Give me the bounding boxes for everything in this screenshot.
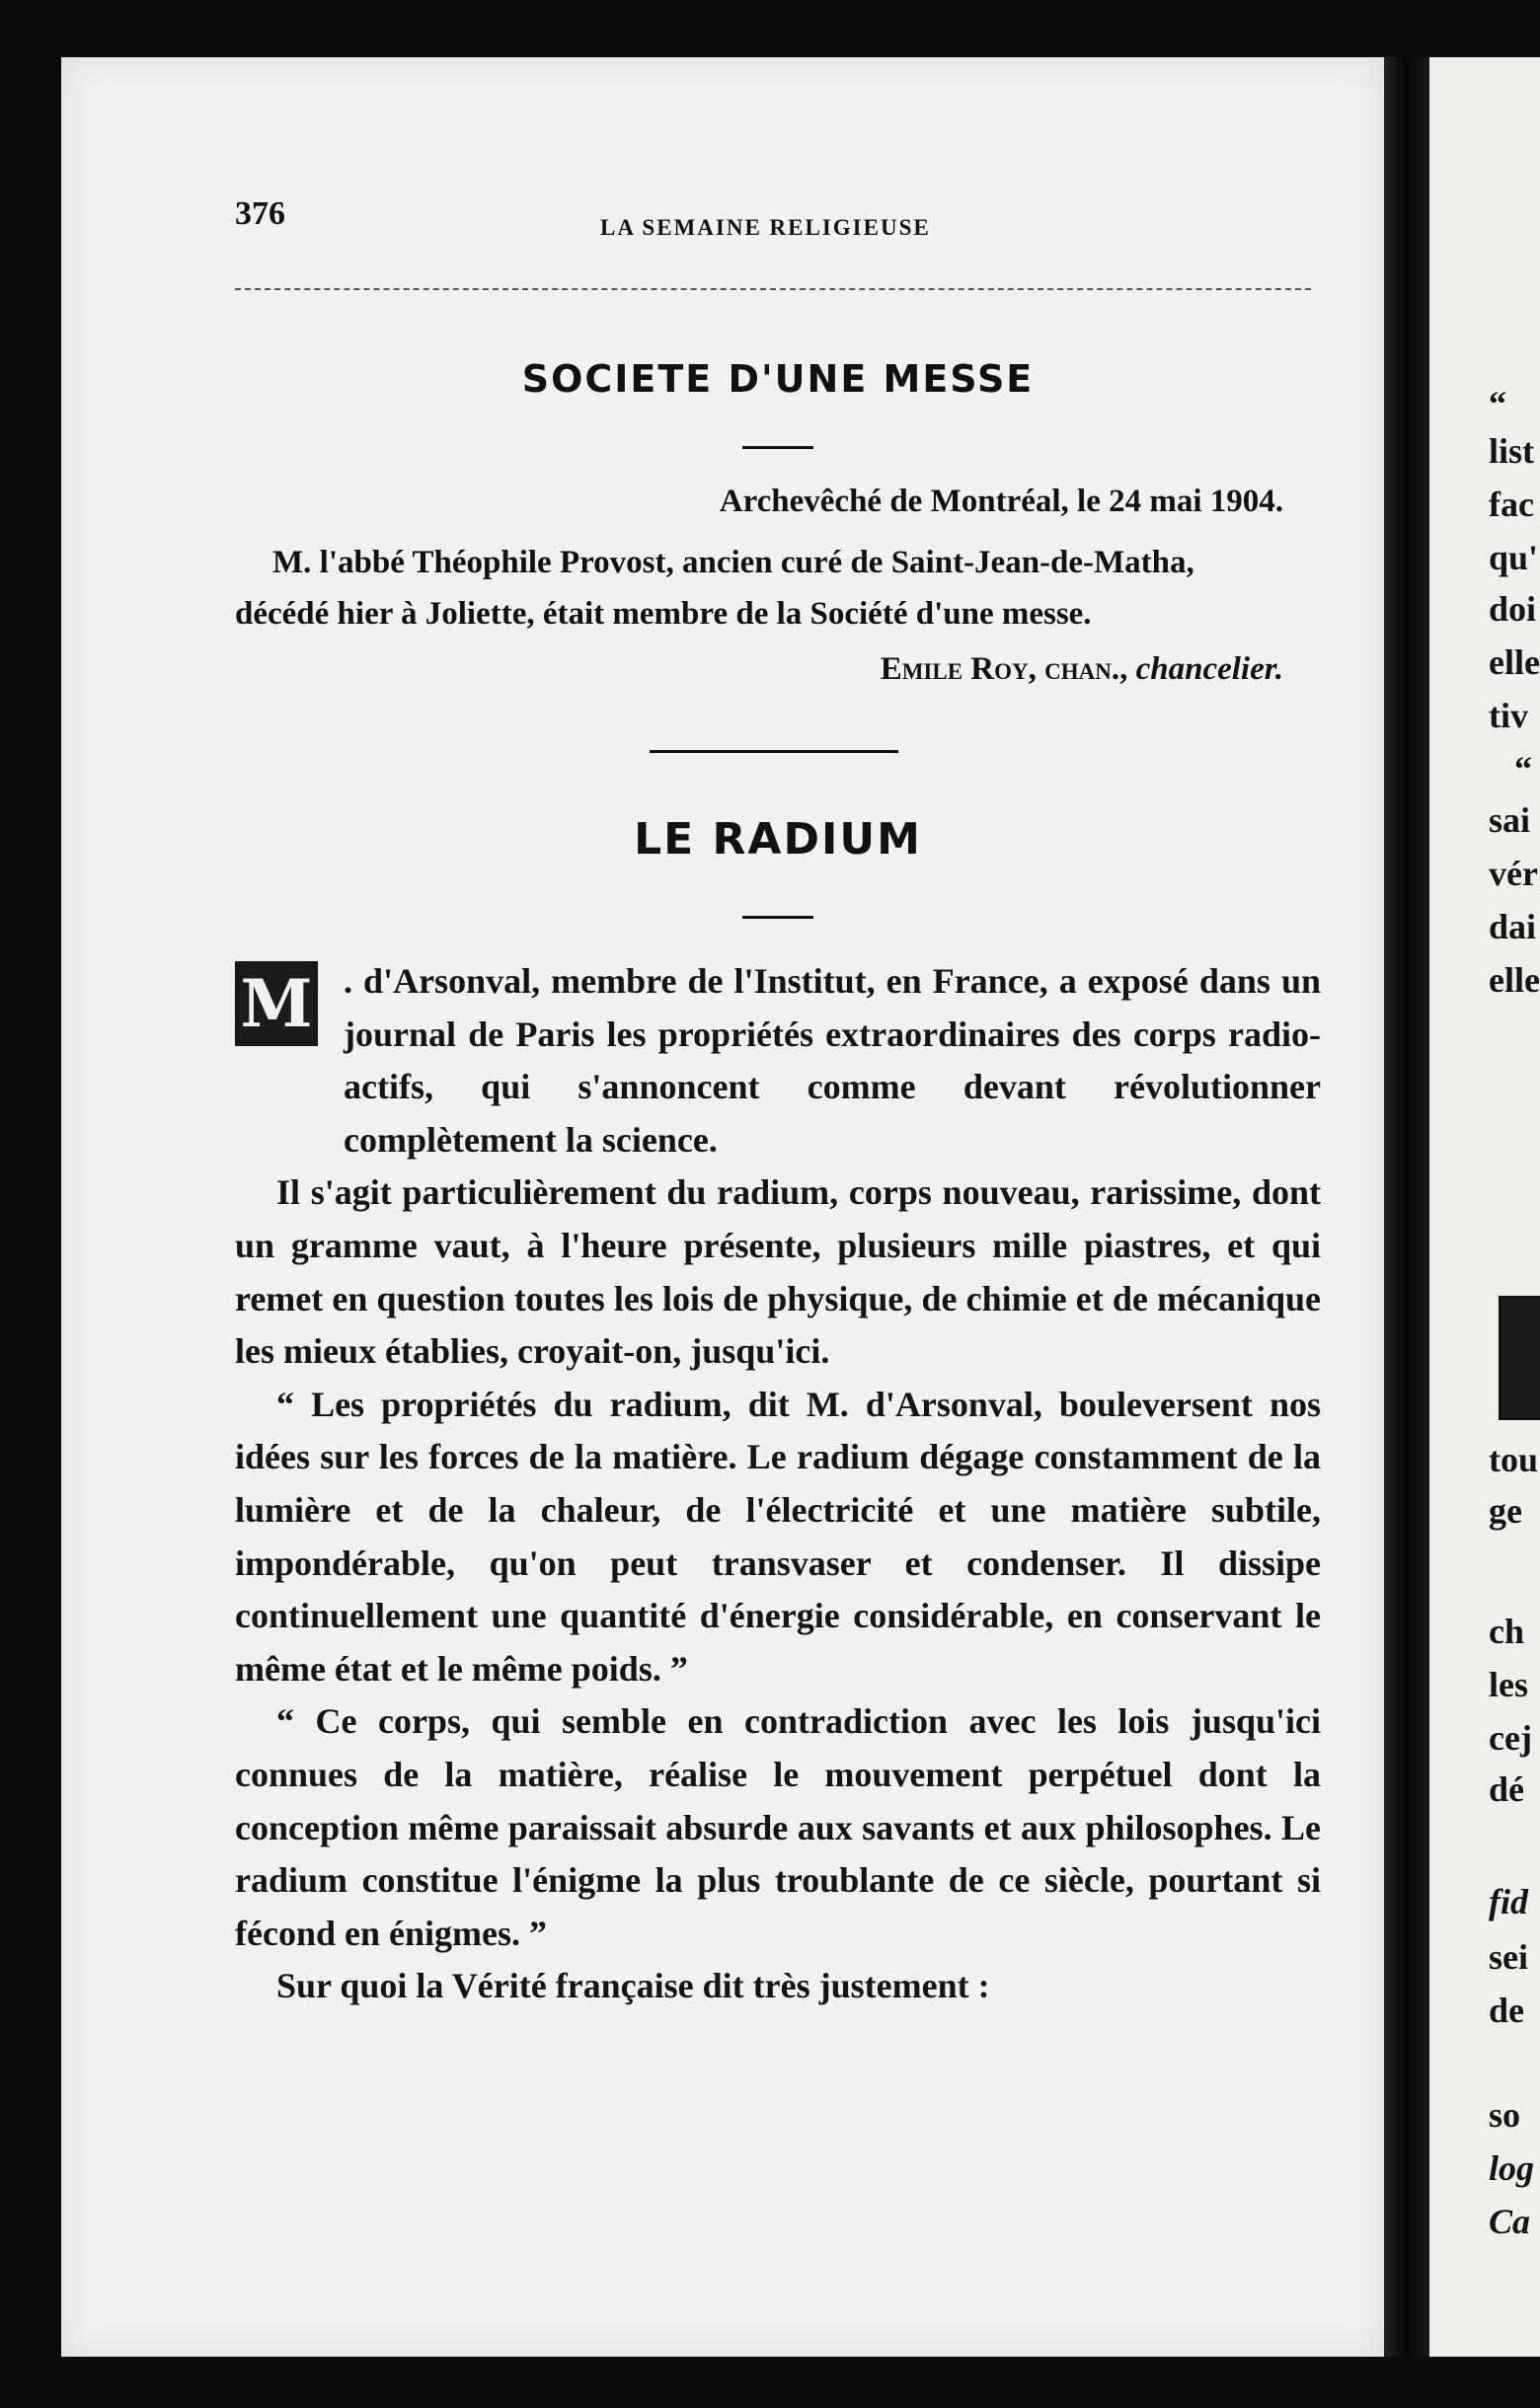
fragment: fac — [1489, 485, 1534, 524]
fragment: cej — [1489, 1718, 1532, 1758]
notice-signature — [235, 651, 1283, 688]
article-body — [235, 955, 1321, 2013]
dropcap-letter: M — [235, 961, 318, 1046]
fragment: ch — [1489, 1612, 1524, 1651]
fragment: doi — [1489, 589, 1537, 629]
fragment: dé — [1489, 1769, 1524, 1809]
page-header — [235, 195, 1321, 255]
book-page-right — [1429, 57, 1540, 2357]
fragment: elle — [1489, 642, 1540, 682]
fragment: fid — [1489, 1882, 1528, 1921]
fragment: qu' — [1489, 538, 1539, 577]
notice-line-1: M. l'abbé Théophile Provost, ancien curé de Saint-Jean-de-Matha, — [272, 545, 1194, 580]
fragment: so — [1489, 2095, 1521, 2135]
facing-dropcap — [1499, 1296, 1540, 1420]
article-title-rule — [742, 916, 813, 919]
notice-title: SOCIETE D'UNE MESSE — [521, 357, 1035, 401]
fragment: vér — [1489, 854, 1538, 893]
notice-rule — [742, 446, 813, 449]
fragment: sei — [1489, 1937, 1528, 1977]
paragraph-1: . d'Arsonval, membre de l'Institut, en France, a exposé dans un journal de Paris les propriétés extraordinaires des corps radio-actifs, qui s'annoncent comme devant révolutionner complètement la science. — [344, 961, 1321, 1160]
fragment: list — [1489, 431, 1535, 471]
signature-name: Emile Roy, chan., — [880, 651, 1128, 687]
fragment: Ca — [1489, 2202, 1531, 2241]
fragment: dai — [1489, 907, 1537, 946]
paragraph-5: Sur quoi la Vérité française dit très justement : — [276, 1966, 990, 2006]
article-title: LE RADIUM — [634, 814, 922, 865]
notice-dateline: Archevêché de Montréal, le 24 mai 1904. — [719, 484, 1283, 519]
fragment: log — [1489, 2148, 1535, 2188]
fragment: les — [1489, 1665, 1528, 1704]
fragment: “ — [1489, 384, 1506, 423]
section-divider — [650, 750, 898, 753]
signature-title: chancelier. — [1135, 651, 1283, 687]
header-rule — [235, 288, 1311, 290]
fragment: sai — [1489, 800, 1531, 840]
fragment: “ — [1514, 749, 1532, 789]
running-title: LA SEMAINE RELIGIEUSE — [600, 215, 931, 240]
facing-page-fragments — [1429, 57, 1540, 2357]
paragraph-4: “ Ce corps, qui semble en contradiction avec les lois jusqu'ici connues de la matière, réalise le mouvement perpétuel dont la conception même paraissait absurde aux savants et aux philosophes. Le radium constitue l'énigme la plus troublante de ce siècle, pourtant si fécond en énigmes. ” — [235, 1701, 1321, 1953]
paragraph-2: Il s'agit particulièrement du radium, corps nouveau, rarissime, dont un gramme vaut, à l'heure présente, plusieurs mille piastres, et qui remet en question toutes les lois de physique, de chimie et de mécanique les mieux établies, croyait-on, jusqu'ici. — [235, 1172, 1321, 1372]
page-number: 376 — [235, 195, 285, 232]
notice-line-2: décédé hier à Joliette, était membre de la Société d'une messe. — [235, 596, 1092, 632]
fragment: tiv — [1489, 696, 1528, 735]
fragment: tou — [1489, 1440, 1539, 1479]
fragment: ge — [1489, 1491, 1522, 1531]
book-gutter — [1384, 57, 1429, 2357]
fragment: de — [1489, 1991, 1524, 2030]
paragraph-3: “ Les propriétés du radium, dit M. d'Arsonval, bouleversent nos idées sur les forces de la matière. Le radium dégage constamment de la lumière et de la chaleur, de l'électricité et une matière subtile, impondérable, qu'on peut transvaser et condenser. Il dissipe continuellement une quantité d'énergie considérable, en conservant le même état et le même poids. ” — [235, 1384, 1321, 1689]
fragment: elle — [1489, 960, 1540, 1000]
